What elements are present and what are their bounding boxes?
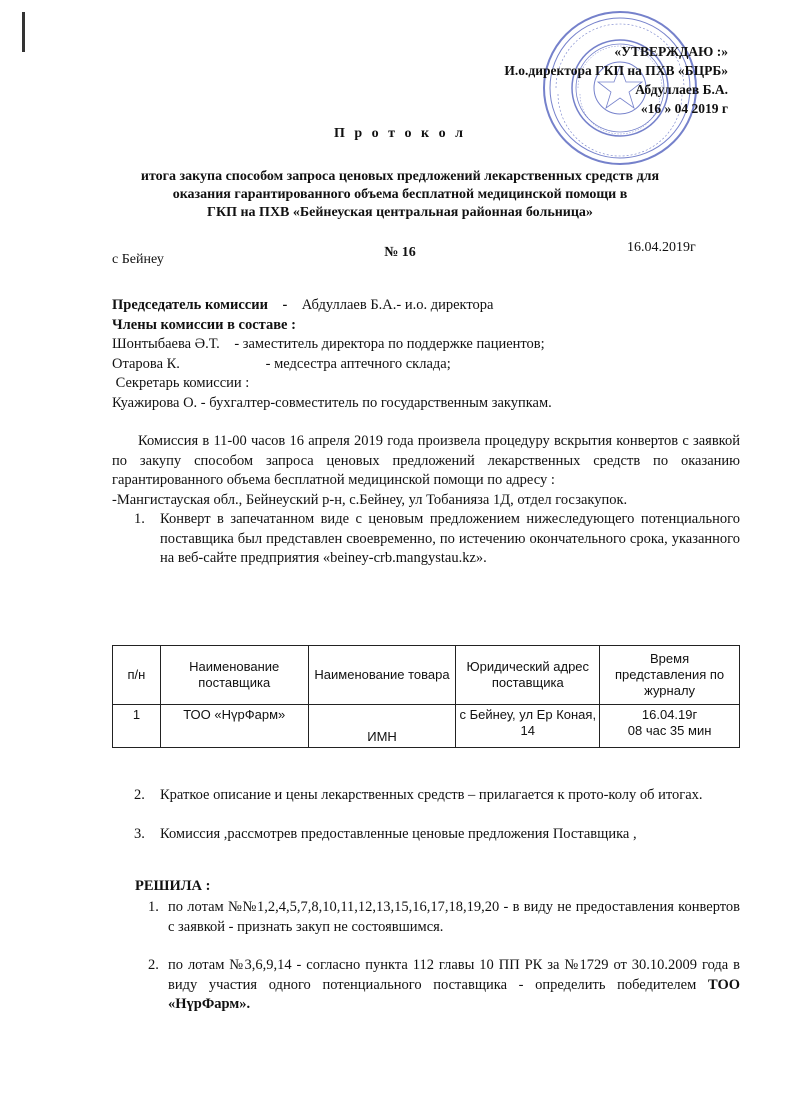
commission-chair xyxy=(112,296,752,316)
point-3 xyxy=(112,825,740,845)
subtitle-line-1: итога закупа способом запроса ценовых предложений лекарственных средств для xyxy=(140,169,660,184)
subtitle-line-2: оказания гарантированного объема бесплатной медицинской помощи в xyxy=(172,187,628,202)
decided-label: РЕШИЛА : xyxy=(135,878,211,894)
table-row xyxy=(113,705,740,748)
cell-supplier: ТОО «НүрФарм» xyxy=(160,705,308,748)
decision-1 xyxy=(112,898,740,937)
secretary-label: Секретарь комиссии : xyxy=(112,375,250,391)
table-header-row xyxy=(113,646,740,705)
chair-dash: - xyxy=(282,297,288,313)
commission-member-2 xyxy=(112,355,752,375)
approval-heading: «УТВЕРЖДАЮ :» xyxy=(614,44,728,59)
point-3-number: 3. xyxy=(134,825,145,842)
points-list-continued xyxy=(112,786,740,844)
decisions-block xyxy=(112,898,740,1015)
header-num: п/н xyxy=(113,646,161,705)
document-title: П р о т о к о л xyxy=(334,126,466,141)
point-2-text: Краткое описание и цены лекарственных средств – прилагается к прото-колу об итогах. xyxy=(160,787,703,803)
cell-goods: ИМН xyxy=(308,705,456,748)
point-3-text: Комиссия ,рассмотрев предоставленные ценовые предложения Поставщика , xyxy=(160,825,637,842)
decision-2 xyxy=(112,956,740,1015)
member-2-role: - медсестра аптечного склада; xyxy=(265,355,451,372)
point-1-text: Конверт в запечатанном виде с ценовым предложением нижеследующего потенциального поставщика был представлен своевременно, по истечению окончательного срока, указанного на веб-сайте предприятия «beiney-crb.mangystau.kz». xyxy=(160,511,740,566)
cell-num: 1 xyxy=(113,705,161,748)
document-subtitle xyxy=(60,168,740,222)
approval-position: И.о.директора ГКП на ПХВ «БЦРБ» xyxy=(504,63,728,78)
suppliers-table xyxy=(112,645,740,748)
commission-secretary: Куажирова О. - бухгалтер-совместитель по государственным закупкам. xyxy=(112,394,552,411)
cell-time-date: 16.04.19г xyxy=(641,707,698,722)
commission-composition xyxy=(112,296,752,413)
chair-label: Председатель комиссии xyxy=(112,297,268,313)
intro-paragraph: Комиссия в 11-00 часов 16 апреля 2019 года произвела процедуру вскрытия конвертов с заявкой по закупу способом запроса ценовых предложений лекарственных средств по оказанию гарантированного объема бесплатной медицинской помощи по адресу : xyxy=(112,433,740,488)
member-1-name: Шонтыбаева Ә.Т. xyxy=(112,336,220,352)
cell-time xyxy=(600,705,740,748)
decision-1-number: 1. xyxy=(148,899,159,915)
point-1-number: 1. xyxy=(134,511,145,527)
after-table-points xyxy=(112,786,740,844)
decision-2-winner: ТОО «НүрФарм». xyxy=(168,976,741,1012)
subtitle-line-3: ГКП на ПХВ «Бейнеуская центральная районная больница» xyxy=(207,205,593,220)
cell-time-hour: 08 час 35 мин xyxy=(627,723,712,738)
cell-address: с Бейнеу, ул Ер Коная, 14 xyxy=(456,705,600,748)
commission-member-1 xyxy=(112,335,752,355)
margin-mark xyxy=(22,12,25,52)
decisions-list xyxy=(112,898,740,1015)
document-number: № 16 xyxy=(384,245,416,260)
header-goods: Наименование товара xyxy=(308,646,456,705)
protocol-body xyxy=(112,432,740,569)
document-place: с Бейнеу xyxy=(112,252,164,267)
member-2-name: Отарова К. xyxy=(112,355,180,372)
point-2-number: 2. xyxy=(134,787,145,803)
point-2 xyxy=(112,786,740,806)
point-1 xyxy=(112,510,740,569)
header-address: Юридический адрес поставщика xyxy=(456,646,600,705)
approval-date: «16 » 04 2019 г xyxy=(640,101,728,116)
header-time: Время представления по журналу xyxy=(600,646,740,705)
decision-2-number: 2. xyxy=(148,957,159,973)
approval-block xyxy=(408,42,728,118)
member-1-role: - заместитель директора по поддержке пациентов; xyxy=(234,336,545,352)
decision-1-text: по лотам №№1,2,4,5,7,8,10,11,12,13,15,16,17,18,19,20 - в виду не предоставления конвертов с заявкой - признать закуп не состоявшимся. xyxy=(168,899,740,935)
chair-name: Абдуллаев Б.А.- и.о. директора xyxy=(301,297,494,313)
address-paragraph: -Мангистауская обл., Бейнеуский р-н, с.Бейнеу, ул Тобанияза 1Д, отдел госзакупок. xyxy=(112,491,628,508)
approval-signatory: Абдуллаев Б.А. xyxy=(635,82,728,97)
document-date: 16.04.2019г xyxy=(627,240,696,255)
members-label: Члены комиссии в составе : xyxy=(112,316,296,333)
header-supplier: Наименование поставщика xyxy=(160,646,308,705)
points-list xyxy=(112,510,740,569)
decision-2-text: по лотам №3,6,9,14 - согласно пункта 112 главы 10 ПП РК за №1729 от 30.10.2009 года в виду участия одного потенциального поставщика - определить победителем xyxy=(168,957,740,993)
